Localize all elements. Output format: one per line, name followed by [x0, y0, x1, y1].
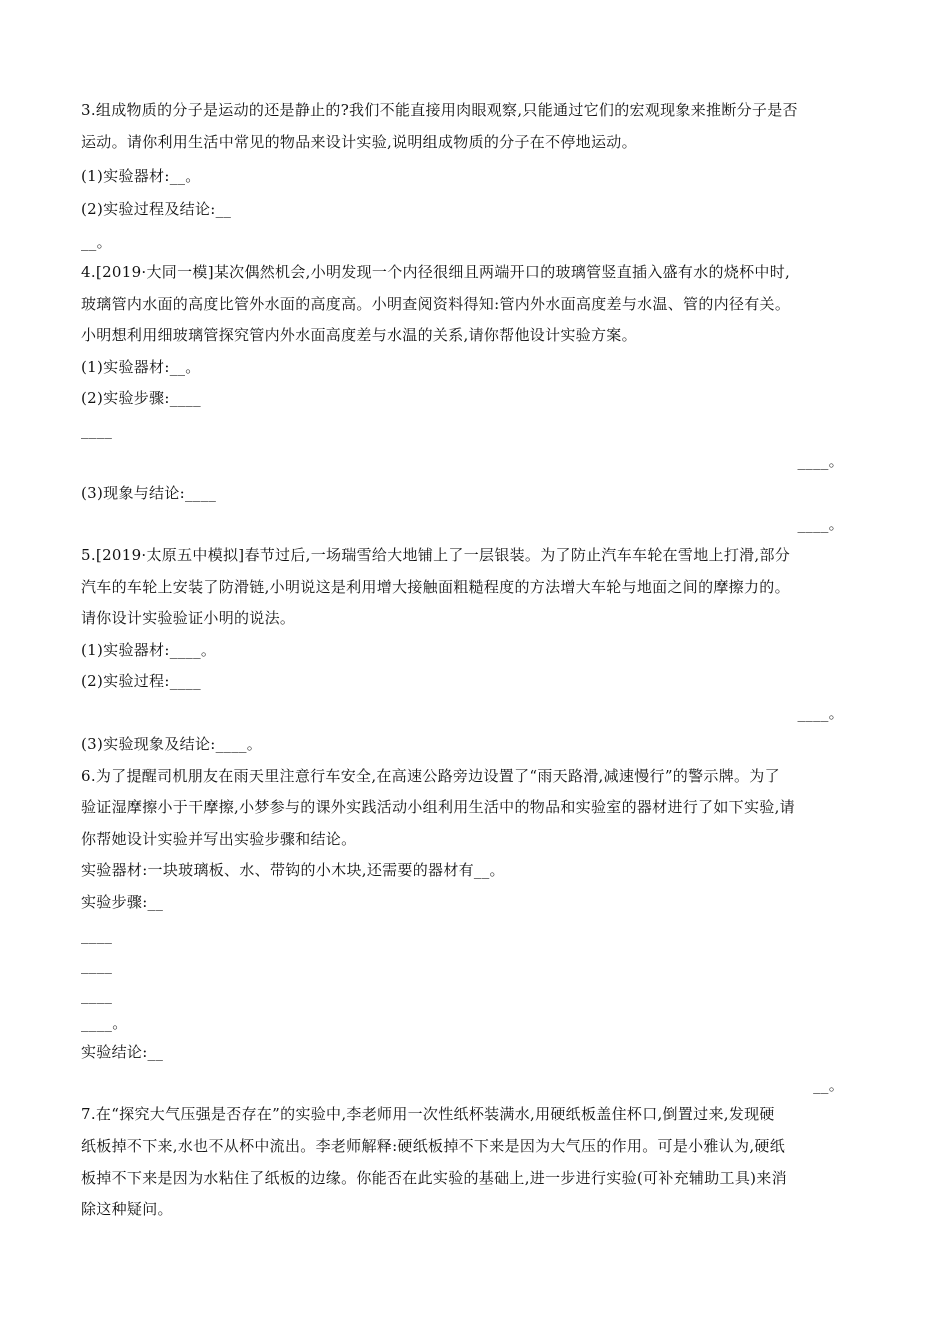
q3-process: (2)实验过程及结论:__ [81, 200, 232, 218]
q6-line-3: 你帮她设计实验并写出实验步骤和结论。 [81, 830, 357, 848]
q5-line-3: 请你设计实验验证小明的说法。 [81, 609, 296, 627]
q7-line-2: 纸板掉不下来,水也不从杯中流出。李老师解释:硬纸板掉不下来是因为大气压的作用。可是小雅认为,硬纸 [81, 1137, 785, 1155]
q4-line-1: 4.[2019·大同一模]某次偶然机会,小明发现一个内径很细且两端开口的玻璃管竖直插入盛有水的烧杯中时, [81, 263, 791, 281]
q6-line-2: 验证湿摩擦小于干摩擦,小梦参与的课外实践活动小组利用生活中的物品和实验室的器材进行了如下实验,请 [81, 798, 795, 816]
q5-line-1: 5.[2019·太原五中模拟]春节过后,一场瑞雪给大地铺上了一层银装。为了防止汽车车轮在雪地上打滑,部分 [81, 546, 791, 564]
q3-line-2: 运动。请你利用生活中常见的物品来设计实验,说明组成物质的分子在不停地运动。 [81, 133, 637, 151]
q5-process-end: ____。 [797, 704, 844, 722]
q4-steps-blank: ____ [81, 421, 113, 439]
q6-steps-end: ____。 [81, 1014, 128, 1032]
q5-materials: (1)实验器材:____。 [81, 641, 217, 659]
q7-line-3: 板掉不下来是因为水粘住了纸板的边缘。你能否在此实验的基础上,进一步进行实验(可补充辅助工具)来消 [81, 1169, 787, 1187]
q6-steps: 实验步骤:__ [81, 893, 164, 911]
q6-line-1: 6.为了提醒司机朋友在雨天里注意行车安全,在高速公路旁边设置了“雨天路滑,减速慢行”的警示牌。为了 [81, 767, 780, 785]
q4-steps-end: ____。 [797, 452, 844, 470]
q4-line-3: 小明想利用细玻璃管探究管内外水面高度差与水温的关系,请你帮他设计实验方案。 [81, 326, 637, 344]
q3-materials: (1)实验器材:__。 [81, 167, 201, 185]
q4-materials: (1)实验器材:__。 [81, 358, 201, 376]
q4-steps: (2)实验步骤:____ [81, 389, 201, 407]
q5-line-2: 汽车的车轮上安装了防滑链,小明说这是利用增大接触面粗糙程度的方法增大车轮与地面之间的摩擦力的。 [81, 578, 790, 596]
q5-conclusion: (3)实验现象及结论:____。 [81, 735, 263, 753]
q6-conclusion: 实验结论:__ [81, 1043, 164, 1061]
q4-line-2: 玻璃管内水面的高度比管外水面的高度高。小明查阅资料得知:管内外水面高度差与水温、管的内径有关。 [81, 295, 791, 313]
q4-conclusion-end: ____。 [797, 515, 844, 533]
q6-materials: 实验器材:一块玻璃板、水、带钩的小木块,还需要的器材有__。 [81, 861, 505, 879]
q7-line-4: 除这种疑问。 [81, 1200, 173, 1218]
q4-conclusion: (3)现象与结论:____ [81, 484, 217, 502]
q7-line-1: 7.在“探究大气压强是否存在”的实验中,李老师用一次性纸杯装满水,用硬纸板盖住杯口,倒置过来,发现硬 [81, 1105, 775, 1123]
q6-steps-blank-2: ____ [81, 956, 113, 974]
q5-process: (2)实验过程:____ [81, 672, 201, 690]
q6-steps-blank-1: ____ [81, 926, 113, 944]
q3-line-1: 3.组成物质的分子是运动的还是静止的?我们不能直接用肉眼观察,只能通过它们的宏观现象来推断分子是否 [81, 101, 798, 119]
q3-process-end: __。 [81, 233, 112, 251]
q6-steps-blank-3: ____ [81, 986, 113, 1004]
q6-conclusion-end: __。 [813, 1076, 844, 1094]
